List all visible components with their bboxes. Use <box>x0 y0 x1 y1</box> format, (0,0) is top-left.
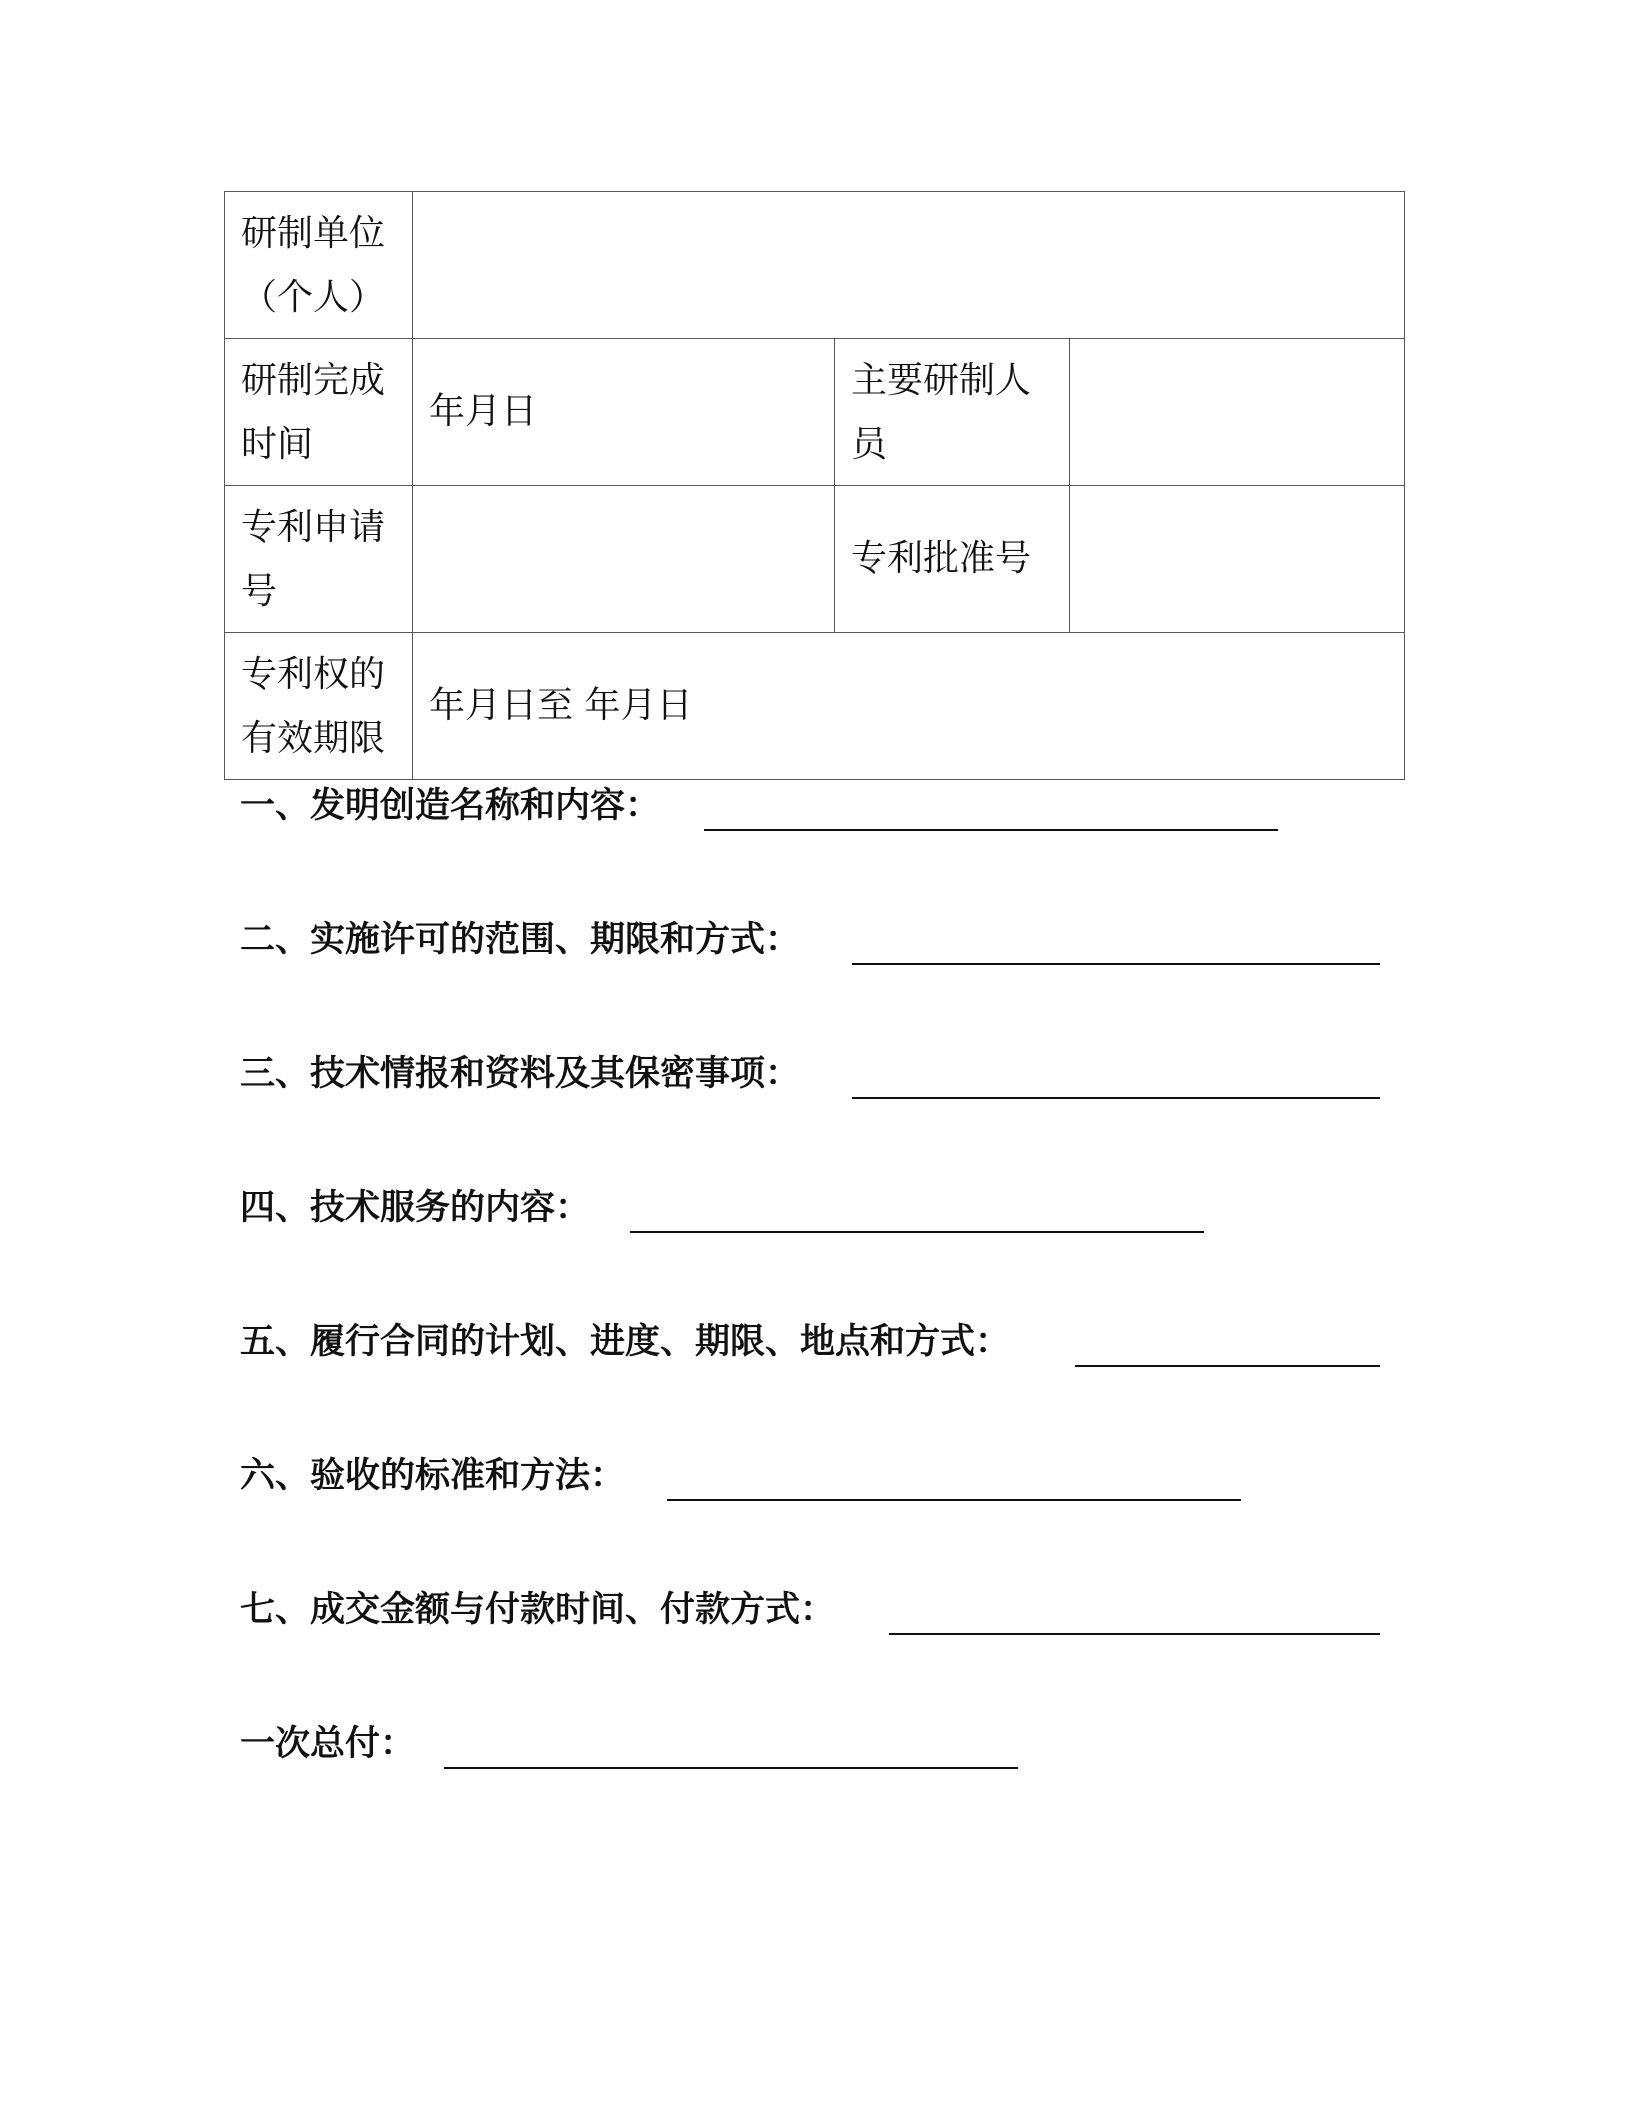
payment-blank[interactable] <box>889 1633 1380 1635</box>
invention-name-blank[interactable] <box>704 829 1278 831</box>
tech-info-blank[interactable] <box>852 1097 1380 1099</box>
clause-performance-plan: 五、履行合同的计划、进度、期限、地点和方式： <box>240 1322 1011 1362</box>
table-row <box>225 192 1405 339</box>
clause-tech-info: 三、技术情报和资料及其保密事项： <box>240 1054 801 1094</box>
lump-sum-blank[interactable] <box>444 1767 1018 1769</box>
table-row <box>225 486 1405 633</box>
clause-tech-service: 四、技术服务的内容： <box>240 1188 591 1228</box>
clause-invention-name: 一、发明创造名称和内容： <box>240 786 661 826</box>
unit-value[interactable] <box>413 192 1405 339</box>
license-scope-blank[interactable] <box>852 963 1380 965</box>
patent-info-table <box>224 191 1405 780</box>
performance-plan-blank[interactable] <box>1075 1365 1380 1367</box>
completion-time-label: 研制完成时间 <box>225 339 413 486</box>
tech-service-blank[interactable] <box>630 1231 1204 1233</box>
main-staff-value[interactable] <box>1070 339 1405 486</box>
patent-term-label: 专利权的有效期限 <box>225 633 413 780</box>
main-staff-label: 主要研制人员 <box>835 339 1070 486</box>
patent-term-value[interactable]: 年月日至 年月日 <box>413 633 1405 780</box>
clause-payment: 七、成交金额与付款时间、付款方式： <box>240 1590 836 1630</box>
approval-number-label: 专利批准号 <box>835 486 1070 633</box>
application-number-value[interactable] <box>413 486 835 633</box>
application-number-label: 专利申请号 <box>225 486 413 633</box>
clause-license-scope: 二、实施许可的范围、期限和方式： <box>240 920 801 960</box>
clause-acceptance: 六、验收的标准和方法： <box>240 1456 626 1496</box>
unit-label: 研制单位（个人） <box>225 192 413 339</box>
table-row <box>225 339 1405 486</box>
table-row <box>225 633 1405 780</box>
completion-time-value[interactable]: 年月日 <box>413 339 835 486</box>
acceptance-blank[interactable] <box>667 1499 1241 1501</box>
clause-lump-sum: 一次总付： <box>240 1724 416 1764</box>
approval-number-value[interactable] <box>1070 486 1405 633</box>
